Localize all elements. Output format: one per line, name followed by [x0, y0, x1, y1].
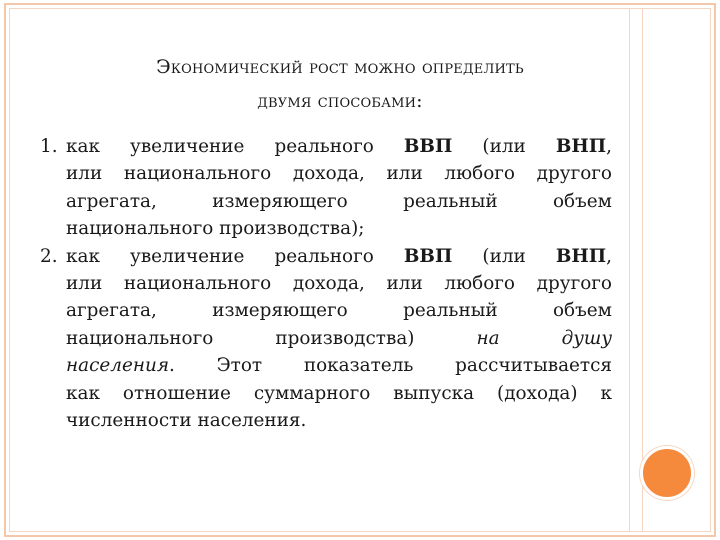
item-2-line-2: или национального дохода, или любого другого — [66, 273, 612, 295]
decorative-circle — [640, 446, 694, 500]
list-item-2 — [40, 243, 612, 435]
title-line-1: Экономический рост можно определить — [156, 56, 524, 78]
item-1-line-4: национального производства); — [66, 218, 365, 240]
slide-title — [60, 50, 620, 118]
item-1-line-1: как увеличение реального ВВП (или ВНП, — [66, 136, 612, 157]
item-2-line-1: как увеличение реального ВВП (или ВНП, — [66, 245, 612, 267]
item-1-line-3: агрегата, измеряющего реальный объем — [66, 190, 612, 212]
item-2-line-5: населения. Этот показатель рассчитывается — [66, 355, 612, 377]
list-item-1 — [40, 133, 612, 243]
item-2-line-7: численности населения. — [66, 410, 307, 432]
slide-side-rule — [629, 8, 643, 532]
item-2-line-3: агрегата, измеряющего реальный объем — [66, 300, 612, 322]
title-line-2: двумя способами: — [257, 90, 423, 112]
item-1-line-2: или национального дохода, или любого другого — [66, 163, 612, 185]
list-item-number: 2. — [40, 245, 58, 267]
list-item-number: 1. — [40, 136, 58, 157]
definition-list — [40, 133, 612, 434]
item-2-line-6: как отношение суммарного выпуска (дохода) к — [66, 382, 612, 404]
item-2-line-4: национального производства) на душу — [66, 327, 612, 349]
